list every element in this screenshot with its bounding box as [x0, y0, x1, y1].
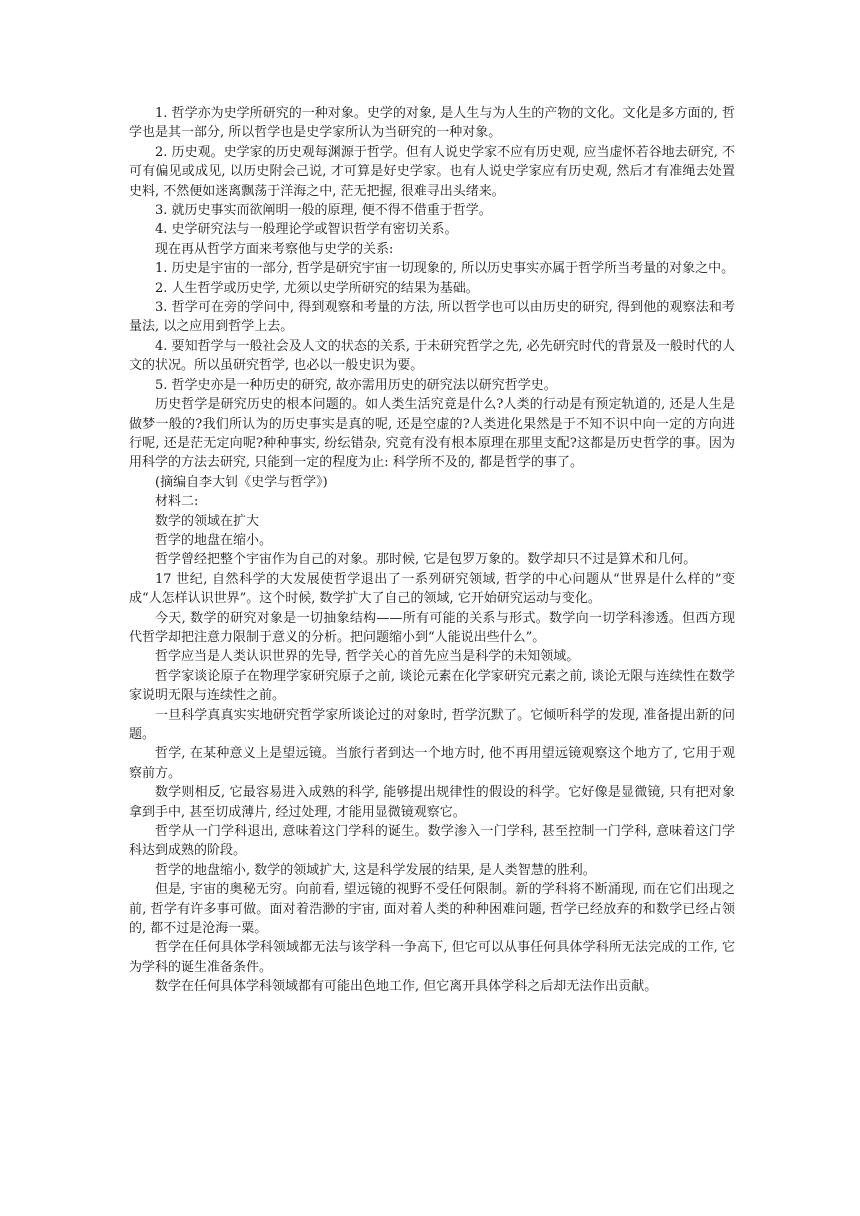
- paragraph: 哲学应当是人类认识世界的先导, 哲学关心的首先应当是科学的未知领域。: [155, 649, 580, 665]
- paragraph: 数学则相反, 它最容易进入成熟的科学, 能够提出规律性的假设的科学。它好像是显微镜, 只有把对象拿到手中, 甚至切成薄片, 经过处理, 才能用显微镜观察它。: [129, 785, 735, 820]
- paragraph: 但是, 宇宙的奥秘无穷。向前看, 望远镜的视野不受任何限制。新的学科将不断涌现, 而在它们出现之前, 哲学有许多事可做。面对着浩渺的宇宙, 面对着人类的种种困难问题, 哲学已经放弃的和数学已经占领的, 都不过是沧海一粟。: [129, 882, 735, 937]
- paragraph: 哲学的地盘在缩小。: [155, 532, 273, 548]
- paragraph: 哲学曾经把整个宇宙作为自己的对象。那时候, 它是包罗万象的。数学却只不过是算术和几何。: [155, 552, 697, 568]
- paragraph: 今天, 数学的研究对象是一切抽象结构——所有可能的关系与形式。数学向一切学科渗透。但西方现代哲学却把注意力限制于意义的分析。把问题缩小到“人能说出些什么”。: [129, 610, 735, 645]
- paragraph: 哲学从一门学科退出, 意味着这门学科的诞生。数学渗入一门学科, 甚至控制一门学科, 意味着这门学科达到成熟的阶段。: [129, 824, 735, 859]
- paragraph: 哲学在任何具体学科领域都无法与该学科一争高下, 但它可以从事任何具体学科所无法完成的工作, 它为学科的诞生准备条件。: [129, 940, 735, 975]
- paragraph: 5. 哲学史亦是一种历史的研究, 故亦需用历史的研究法以研究哲学史。: [155, 377, 557, 393]
- paragraph: 现在再从哲学方面来考察他与史学的关系:: [155, 241, 394, 257]
- paragraph: 17 世纪, 自然科学的大发展使哲学退出了一系列研究领域, 哲学的中心问题从“世界是什么样的”变成“人怎样认识世界”。这个时候, 数学扩大了自己的领域, 它开始研究运动与变化。: [129, 571, 735, 607]
- paragraph: 2. 人生哲学或历史学, 尤须以史学所研究的结果为基础。: [155, 280, 479, 296]
- paragraph: 1. 哲学亦为史学所研究的一种对象。史学的对象, 是人生与为人生的产物的文化。文化是多方面的, 哲学也是其一部分, 所以哲学也是史学家所认为当研究的一种对象。: [129, 106, 735, 141]
- paragraph: 1. 历史是宇宙的一部分, 哲学是研究宇宙一切现象的, 所以历史事实亦属于哲学所当考量的对象之中。: [155, 261, 735, 277]
- paragraph: 数学在任何具体学科领域都有可能出色地工作, 但它离开具体学科之后却无法作出贡献。: [155, 979, 658, 995]
- paragraph: 历史哲学是研究历史的根本问题的。如人类生活究竟是什么?人类的行动是有预定轨道的, 还是人生是做梦一般的?我们所认为的历史事实是真的呢, 还是空虚的?人类进化果然是于不知不识中向一定的方向进行呢, 还是茫无定向呢?种种事实, 纷纭错杂, 究竟有没有根本原理在那里支配?这都是历史哲学的事。因为用科学的方法去研究, 只能到一定的程度为止: 科学所不及的, 都是哲学的事了。: [129, 397, 735, 471]
- paragraph: 数学的领域在扩大: [155, 513, 260, 529]
- section-label: 材料二:: [155, 494, 199, 510]
- paragraph: 3. 就历史事实而欲阐明一般的原理, 便不得不借重于哲学。: [155, 203, 492, 219]
- document-body: [129, 104, 735, 997]
- source-citation: (摘编自李大钊《史学与哲学》): [155, 474, 328, 490]
- paragraph: 哲学的地盘缩小, 数学的领域扩大, 这是科学发展的结果, 是人类智慧的胜利。: [155, 862, 596, 878]
- paragraph: 4. 史学研究法与一般理论学或智识哲学有密切关系。: [155, 222, 458, 238]
- paragraph: 哲学家谈论原子在物理学家研究原子之前, 谈论元素在化学家研究元素之前, 谈论无限与连续性在数学家说明无限与连续性之前。: [129, 668, 735, 704]
- paragraph: 哲学, 在某种意义上是望远镜。当旅行者到达一个地方时, 他不再用望远镜观察这个地方了, 它用于观察前方。: [129, 746, 735, 781]
- paragraph: 2. 历史观。史学家的历史观每渊源于哲学。但有人说史学家不应有历史观, 应当虚怀若谷地去研究, 不可有偏见或成见, 以历史附会己说, 才可算是好史学家。也有人说史学家应有历史观, 然后才有准绳去处置史料, 不然便如迷离飘荡于洋海之中, 茫无把握, 很难寻出头绪来。: [129, 144, 735, 199]
- paragraph: 4. 要知哲学与一般社会及人文的状态的关系, 于未研究哲学之先, 必先研究时代的背景及一般时代的人文的状况。所以虽研究哲学, 也必以一般史识为要。: [129, 338, 735, 374]
- paragraph: 3. 哲学可在旁的学问中, 得到观察和考量的方法, 所以哲学也可以由历史的研究, 得到他的观察法和考量法, 以之应用到哲学上去。: [129, 300, 735, 335]
- paragraph: 一旦科学真真实实地研究哲学家所谈论过的对象时, 哲学沉默了。它倾听科学的发现, 准备提出新的问题。: [129, 707, 735, 742]
